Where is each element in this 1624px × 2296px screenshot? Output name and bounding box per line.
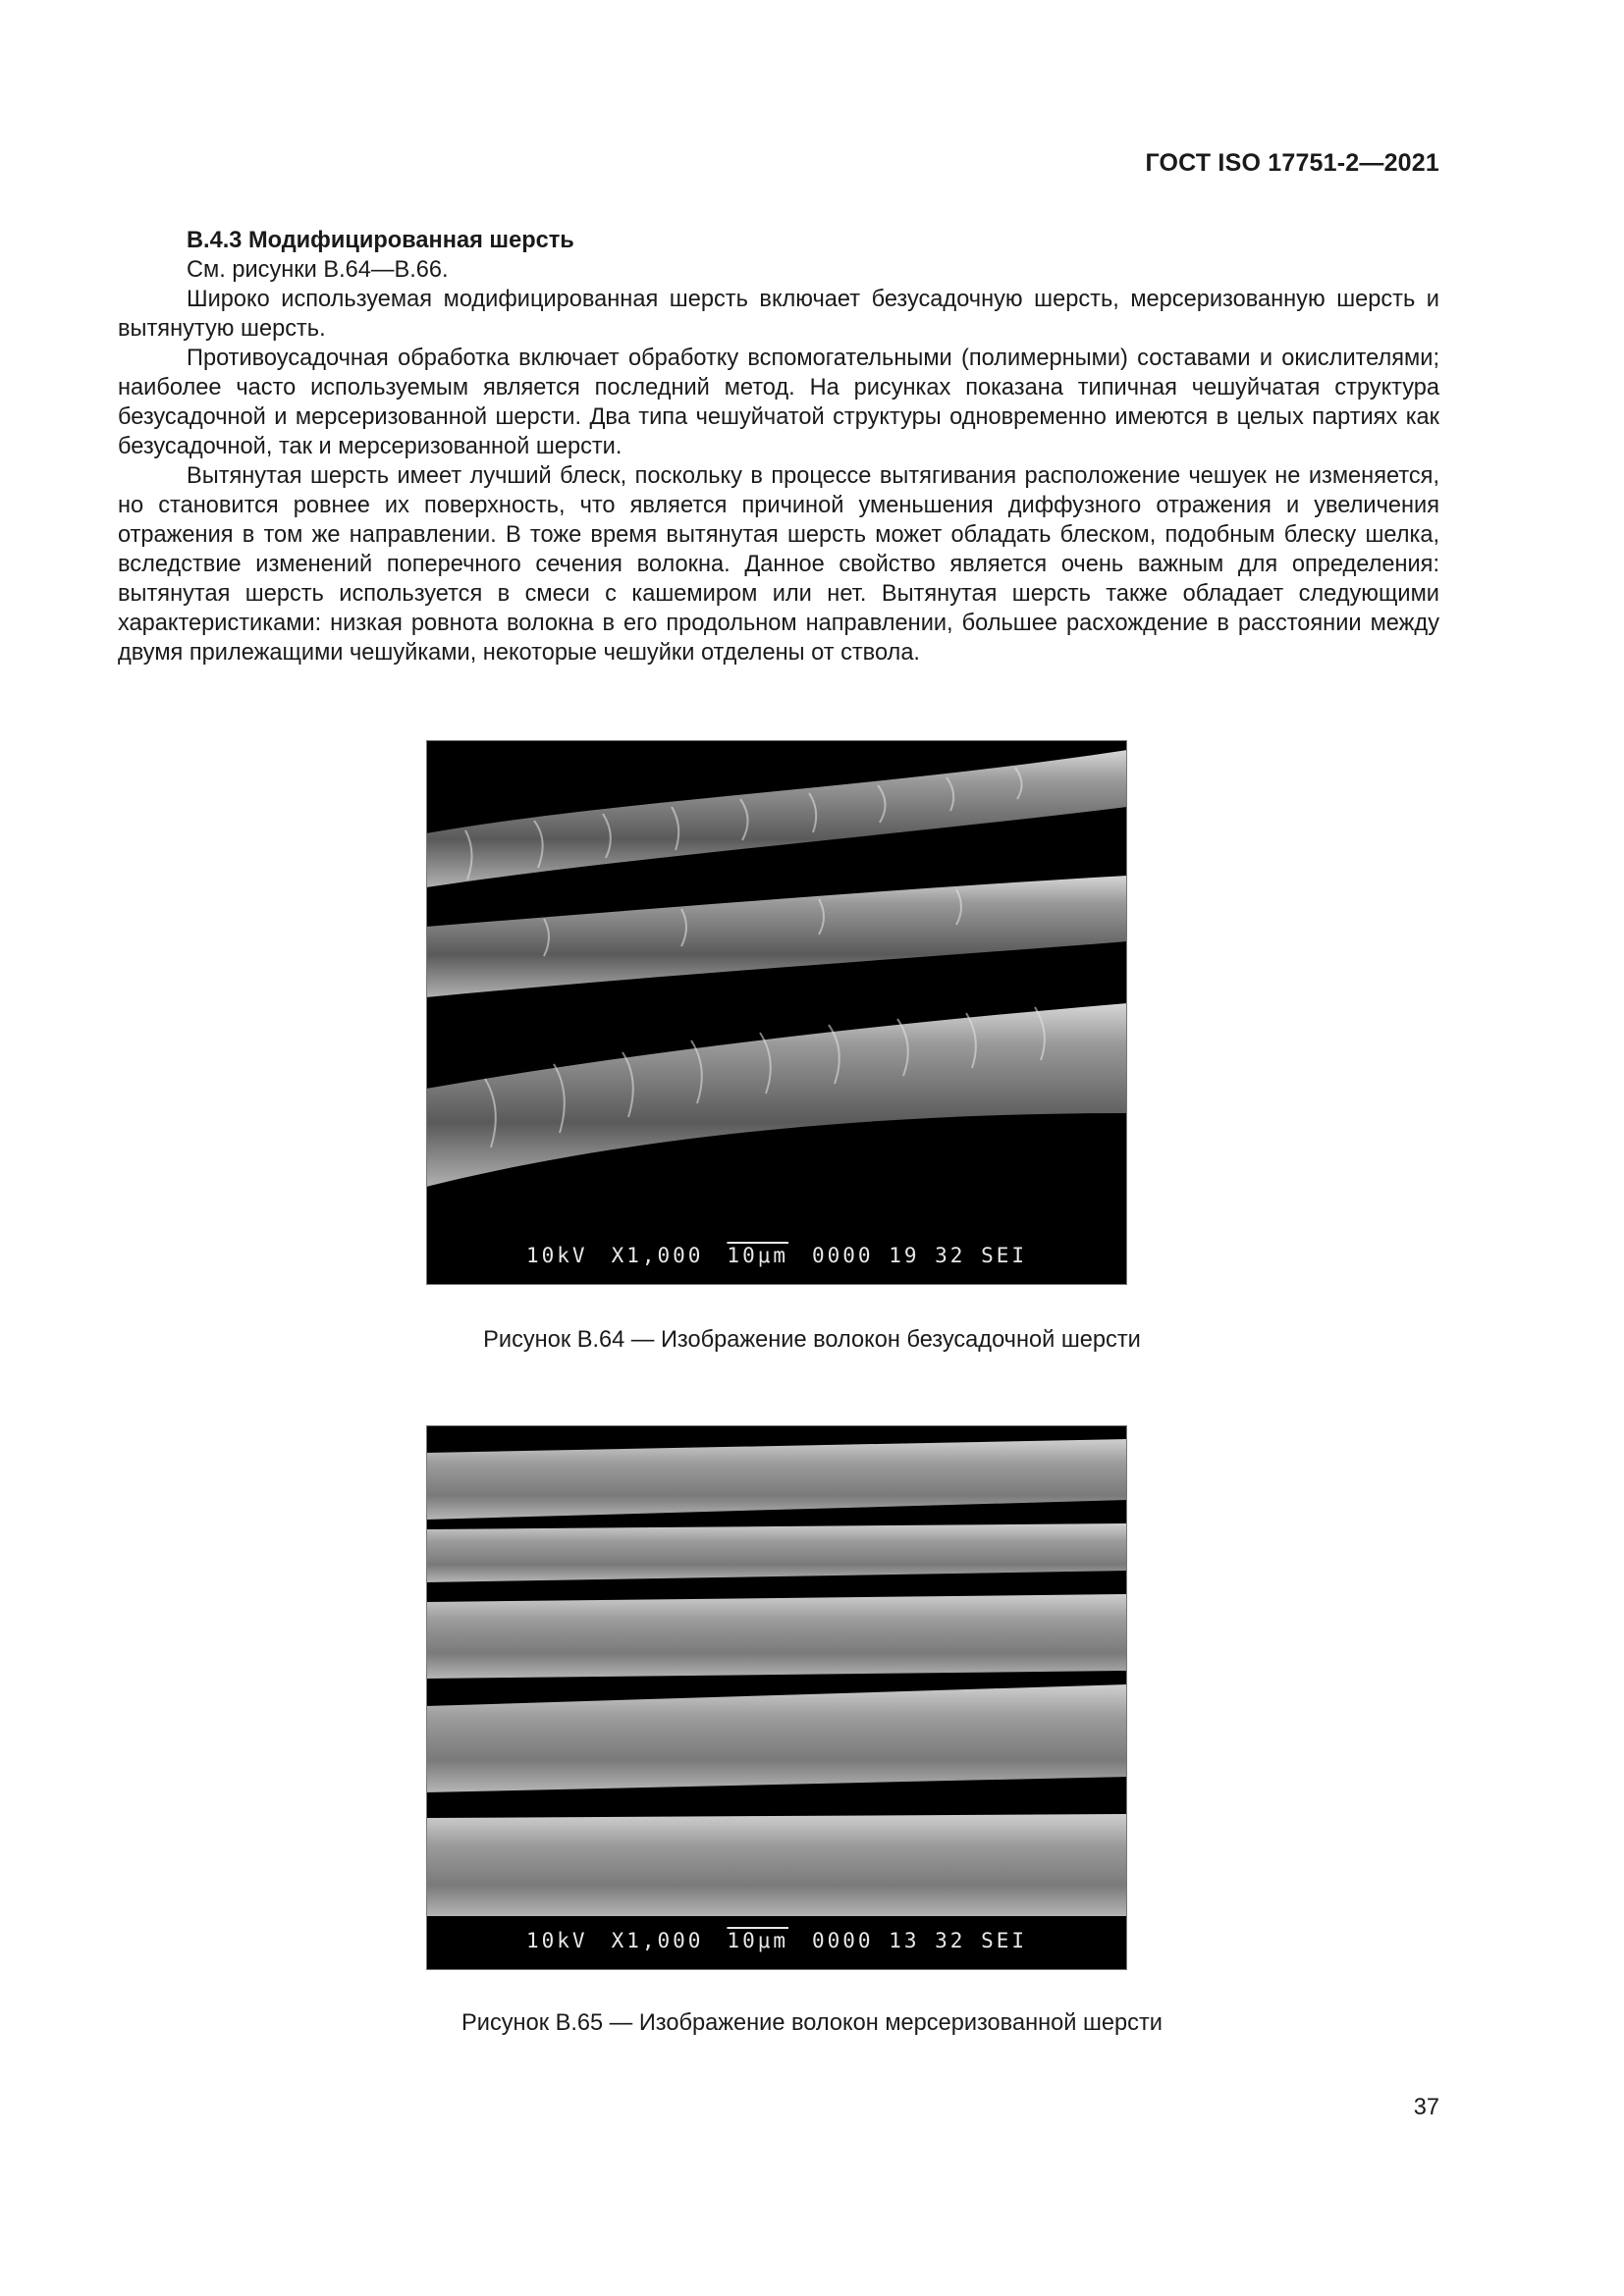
sem-info-bar bbox=[426, 1929, 1127, 1952]
sem-magnification: X1,000 bbox=[611, 1929, 704, 1952]
sem-code: 0000 13 32 SEI bbox=[812, 1929, 1028, 1952]
section-b-4-3 bbox=[118, 226, 1439, 667]
sem-code: 0000 19 32 SEI bbox=[812, 1244, 1028, 1267]
page-number: 37 bbox=[1413, 2095, 1439, 2120]
sem-magnification: X1,000 bbox=[611, 1244, 704, 1267]
figure-b64-caption: Рисунок B.64 — Изображение волокон безусадочной шерсти bbox=[483, 1327, 1141, 1353]
paragraph-antishrink-treatment: Противоусадочная обработка включает обработку вспомогательными (полимерными) составами и окислителями; наиболее часто используемым является последний метод. На рисунках показана типичная чешуйчатая структура безусадочной и мерсеризованной шерсти. Два типа чешуйчатой структуры одновременно имеются в целых партиях как безусадочной, так и мерсеризованной шерсти. bbox=[118, 346, 1439, 459]
section-heading: B.4.3 Модифицированная шерсть bbox=[187, 228, 574, 253]
fiber-5 bbox=[426, 1814, 1127, 1916]
figure-b64-sem-image bbox=[426, 740, 1127, 1285]
sem-scale: 10μm bbox=[727, 1244, 788, 1267]
paragraph-stretched-wool: Вытянутая шерсть имеет лучший блеск, поскольку в процессе вытягивания расположение чешуек не изменяется, но становится ровнее их поверхность, что является причиной уменьшения диффузного отражения и увеличения отражения в том же направлении. В тоже время вытянутая шерсть может обладать блеском, подобным блеску шелка, вследствие изменений поперечного сечения волокна. Данное свойство является очень важным для определения: вытянутая шерсть используется в смеси с кашемиром или нет. Вытянутая шерсть также обладает следующими характеристиками: низкая ровнота волокна в его продольном направлении, большее расхождение в расстоянии между двумя прилежащими чешуйками, некоторые чешуйки отделены от ствола. bbox=[118, 463, 1439, 666]
sem-info-bar bbox=[426, 1244, 1127, 1267]
figure-b65-caption: Рисунок B.65 — Изображение волокон мерсеризованной шерсти bbox=[461, 2010, 1163, 2036]
sem-micrograph-mercerized bbox=[426, 1425, 1127, 1970]
document-code: ГОСТ ISO 17751-2—2021 bbox=[1145, 149, 1439, 177]
paragraph-see-figures: См. рисунки B.64—B.66. bbox=[187, 257, 449, 283]
sem-voltage: 10kV bbox=[525, 1929, 588, 1952]
sem-micrograph-shrinkproof bbox=[426, 740, 1127, 1285]
fiber-3 bbox=[426, 1594, 1127, 1679]
paragraph-modified-wool: Широко используемая модифицированная шерсть включает безусадочную шерсть, мерсеризованную шерсть и вытянутую шерсть. bbox=[118, 287, 1439, 342]
sem-voltage: 10kV bbox=[525, 1244, 588, 1267]
sem-scale: 10μm bbox=[727, 1929, 788, 1952]
figure-b65-sem-image bbox=[426, 1425, 1127, 1970]
